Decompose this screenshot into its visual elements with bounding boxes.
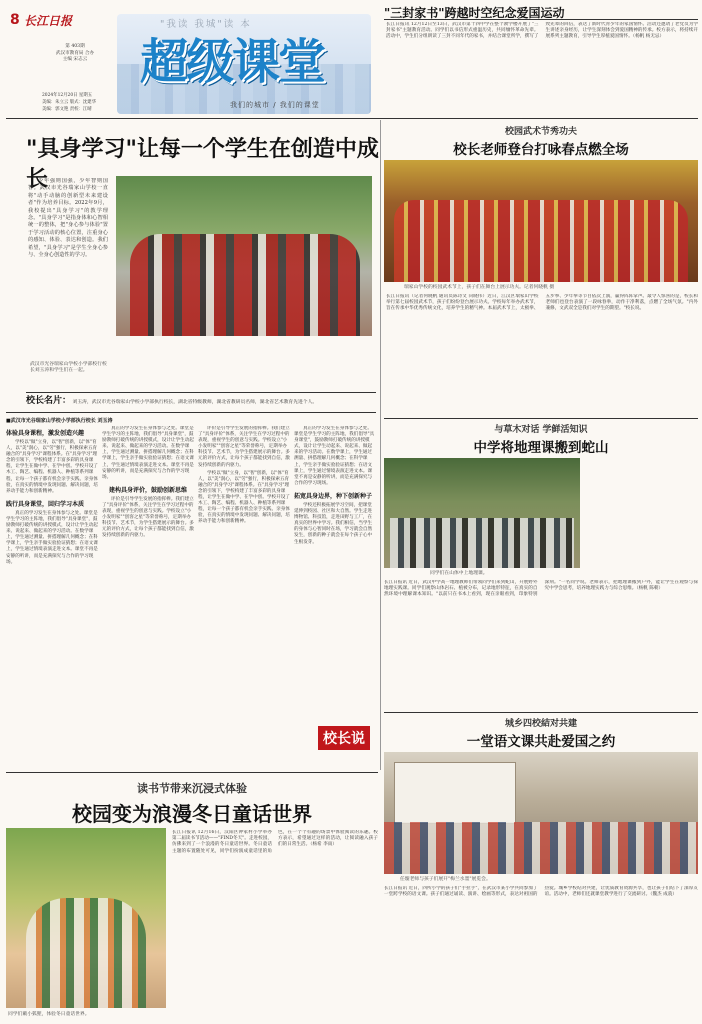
divider	[380, 120, 381, 770]
city-class-kicker: 城乡四校結对共建	[504, 719, 577, 729]
paper-name: 长江日报	[24, 14, 73, 28]
divider	[384, 418, 698, 419]
lead-col-4-text: 学校还积极拓展学习空间，把课堂延伸到校园、社区和大自然。学生走进博物馆、科技馆，走进田野与工厂，在真实的世界中学习。我们相信，当学生的身体与心智同时在场，学习就会自然发生，创新的种子就会在每个孩子心中生根发芽。	[294, 502, 373, 545]
snake-photo-caption: 同学们在山体中上地理课。	[430, 571, 488, 576]
lead-col-3-text-b: 学校以"做"立身，以"智"创新，以"体"育人，以"美"润心，以"劳"强行，积极探索五育融合的"具身学习"课程体系。在"具身学习"理念的引领下，学校构建了丰富多彩的具身课程，让学生在做中学、在学中创。学校开设了木工、陶艺、编程、机器人、种植等系列课程，让每一个孩子都有机会亲手实践、亲身体验，在真实的情境中发现问题、解决问题，培养动手能力和创新精神。	[198, 470, 290, 525]
winter-fairytale-photo	[6, 828, 166, 1008]
classroom-scene	[394, 762, 516, 824]
slogan: "我读 我城"读 本	[160, 19, 252, 30]
wushu-kicker: 校园武术节秀功夫	[504, 127, 577, 137]
city-class-headline: 一堂语文课共赴爱国之约	[466, 734, 616, 750]
reading-body: 长江日报讯 12月16日，汉阳区钟家村小学举办第二届读书节活动——"FIND冬天"。走进校园，仿佛来到了一个浪漫的冬日童话世界。冬日童话主题的布置随处可见，同学们扮演成童话里的角色，在一个个有趣的场景中体验阅读的乐趣。校方表示，希望通过这样的活动，让阅读融入孩子们的日常生活。（杨希 李雨）	[172, 830, 378, 854]
group-figures	[130, 234, 360, 336]
children-group	[384, 822, 698, 874]
principal-photo-caption: 武汉市光谷瑞家山学校小学部校行校长刘玉涛和学生们在一起。	[30, 362, 107, 373]
lead-col-4	[294, 426, 376, 716]
students-group	[390, 518, 574, 568]
reading-headline: 校园变为浪漫冬日童话世界	[72, 802, 312, 826]
principal-card-text: 刘玉涛，武汉市光谷瑞家山学校小学部执行校长，湖北省特级教师，湖北省教研员名师，湖北省艺术教育先进个人。	[72, 400, 318, 405]
divider	[26, 392, 376, 393]
divider	[6, 772, 378, 773]
masthead-subtitle: 我们的城市 / 我们的课堂	[230, 101, 320, 109]
lead-subhead-2: 践行具身课堂，回归学习本质	[6, 500, 85, 508]
lead-col-2-text-b: 评价是引导学生发展的指挥棒。我们建立了"具身评价"体系，关注学生在学习过程中的表现，重视学生的创意与实践。学校设立"小小发明家""创客之星"等荣誉称号，定期举办科技节、艺术节，为学生搭建展示的舞台。多元的评价方式，让每个孩子都能找到自信，激发持续创新的内驱力。	[102, 496, 194, 539]
page-number: 8	[10, 12, 20, 28]
classroom-photo	[384, 752, 698, 874]
reading-photo-caption: 同学们戴小狐狸，体验冬日童话世界。	[8, 1012, 90, 1017]
lead-col-3-text: 评价是引导学生发展的指挥棒。我们建立了"具身评价"体系，关注学生在学习过程中的表现，重视学生的创意与实践。学校设立"小小发明家""创客之星"等荣誉称号，定期举办科技节、艺术节，为学生搭建展示的舞台。多元的评价方式，让每个孩子都能找到自信，激发持续创新的内驱力。	[198, 426, 290, 468]
top-story-body: 长江日报讯 12月12日至13日，武汉市第十四中学在整个教学楼开展了"三封家书"主题教育活动。同学们以书信形式重温历史，共同缅怀革命先辈。活动中，学生们分组朗读了三封不同年代的家书，并结合课堂所学，撰写了致先辈的回信，表达了新时代青少年的家国情怀。活动还邀请了老党员为学生讲述亲身经历，让学生深刻体会到爱国精神的传承。校方表示，将持续开展系列主题教育，引导学生厚植爱国情怀。（杨帆 杨无忌）	[386, 22, 698, 40]
lead-subhead-3: 建构具身评价，鼓励创新思维	[108, 486, 187, 494]
principal-card-label: 校长名片：	[26, 396, 72, 406]
lead-col-2-text: 真正的学习发生在身体参与之处。课堂是学生学习的主阵地，我们倡导"具身课堂"，鼓励教师打破传统的讲授模式，设计让学生动起来、说起来、做起来的学习活动。在数学课上，学生通过测量、拼搭理解几何概念；在科学课上，学生亲手做实验验证猜想；在语文课上，学生通过情境表演走进文本。课堂不再是安静的听讲，而是充满探究与合作的学习现场。	[102, 426, 194, 480]
wushu-photo-caption: 瑞家山学校的校园武术节上，孩子们在舞台上展示功夫。记者何晓帆 摄	[404, 285, 555, 290]
divider	[6, 412, 376, 413]
city-class-body: 长江日报讯 近日，四所小学的孩子们"手拉手"，在武汉市某小学共同参加了一堂跨学校的语文课。孩子们通过诵读、演讲、绘画等形式，表达对祖国的热爱。城乡学校结对共建，让优质教育资源共享，也让孩子们结下了深厚友谊。活动中，老师们还就课堂教学进行了交流研讨。（魏杰 成骁）	[384, 886, 698, 898]
reading-kicker: 读书节带来沉浸式体验	[137, 782, 247, 795]
lead-intro: 少年强则国强，少年智则国智。武汉市光谷瑞家山学校一直将"动手动脑的创新型未来建设者"作为培养目标。2022年9月，我校提出"具身学习"的教学理念。"具身学习"是指身体和心智相统一的整体，把"身心参与体验"置于学习活动的核心位置，注重身心的感知、体验、表达和创造。我们希望，"具身学习"是学生全身心参与、全身心创造性的学习。	[28, 178, 108, 259]
divider	[384, 19, 698, 20]
classroom-photo-caption: 任璇老师与孩子们展开"梅兰水墨"展览会。	[400, 877, 491, 882]
lead-subhead-4: 拓宽具身边界，种下创新种子	[294, 492, 373, 500]
principal-students-photo	[116, 176, 372, 336]
snake-kicker: 与草木对话 学鲜活知识	[494, 425, 588, 435]
principal-card	[26, 398, 376, 406]
fox-costume-children	[26, 898, 146, 1008]
lead-col-1-text-b: 真正的学习发生在身体参与之处。课堂是学生学习的主阵地，我们倡导"具身课堂"，鼓励教师打破传统的讲授模式，设计让学生动起来、说起来、做起来的学习活动。在数学课上，学生通过测量、拼搭理解几何概念；在科学课上，学生亲手做实验验证猜想；在语文课上，学生通过情境表演走进文本。课堂不再是安静的听讲，而是充满探究与合作的学习现场。	[6, 510, 98, 565]
snake-headline: 中学将地理课搬到蛇山	[473, 440, 609, 456]
divider	[6, 118, 698, 119]
principal-says-stamp: 校长说	[318, 726, 370, 750]
lead-col-3	[198, 426, 290, 756]
date-info: 2024年12月20日 星期五 美编：朱立云 版式：沈建华 美编：郭文艳 责校：江晴	[42, 93, 97, 112]
lead-col-1-text: 学校以"做"立身，以"智"创新，以"体"育人，以"美"润心，以"劳"强行，积极探索五育融合的"具身学习"课程体系。在"具身学习"理念的引领下，学校构建了丰富多彩的具身课程，让学生在做中学、在学中创。学校开设了木工、陶艺、编程、机器人、种植等系列课程，让每一个孩子都有机会亲手实践、亲身体验，在真实的情境中发现问题、解决问题，培养动手能力和创新精神。	[6, 440, 98, 494]
wushu-stage-photo	[384, 160, 698, 282]
lead-col-4-text-a: 真正的学习发生在身体参与之处。课堂是学生学习的主阵地，我们倡导"具身课堂"，鼓励教师打破传统的讲授模式，设计让学生动起来、说起来、做起来的学习活动。在数学课上，学生通过测量、拼搭理解几何概念；在科学课上，学生亲手做实验验证猜想；在语文课上，学生通过情境表演走进文本。课堂不再是安静的听讲，而是充满探究与合作的学习现场。	[294, 426, 375, 486]
lead-headline: "具身学习"让每一个学生在创造中成长	[26, 136, 379, 192]
wushu-body: 长江日报讯（记者何晓帆 通讯员陈诗文 向晓伟）近日，江汉区瑞家山学校举行第七届校园武术节，孩子们纷纷登台展示功夫。学校每年举办武术节，旨在传承中华优秀传统文化，培养学生的精气神。本届武术节上，太极拳、五步拳、少年拳等节目依次上演，赢得阵阵掌声。最令人惊喜的是，校长和老师们也登台表演了一段咏春拳，动作干净利落，点燃了全场气氛。"内外兼修，文武双全是我们对学生的期望。"校长说。	[386, 294, 698, 312]
wushu-headline: 校长老师登台打咏春点燃全场	[453, 142, 629, 158]
divider	[384, 712, 698, 713]
lead-byline: ■武汉市光谷瑞家山学校小学部执行校长 刘玉涛	[6, 418, 113, 424]
lead-col-2	[102, 426, 194, 756]
section-title: 超级课堂	[140, 34, 325, 90]
performers	[394, 200, 688, 282]
issue-info: 第 403期 武汉市教育局 合办 主编 宋志云	[55, 44, 95, 62]
lead-subhead-1: 体验具身课程，激发创造兴趣	[6, 430, 85, 437]
snake-hill-photo	[384, 458, 580, 568]
top-story-headline: "三封家书"跨越时空纪念爱国运动	[384, 6, 565, 20]
snake-body: 长江日报讯 近日，武汉中学高一地理教师们带领同学们来到蛇山，开展野外地理实践课。同学们观察山体岩石、植被分布，记录地形特征，在真实的自然环境中理解课本知识。"以前只在书本上看到，现在亲眼看到，印象特别深刻。"一名同学说。老师表示，把地理课搬到户外，能让学生在观察与探究中学会思考，培养地理实践力与综合思维。（杨帆 陈朝）	[384, 580, 698, 598]
lead-col-1	[6, 426, 98, 756]
